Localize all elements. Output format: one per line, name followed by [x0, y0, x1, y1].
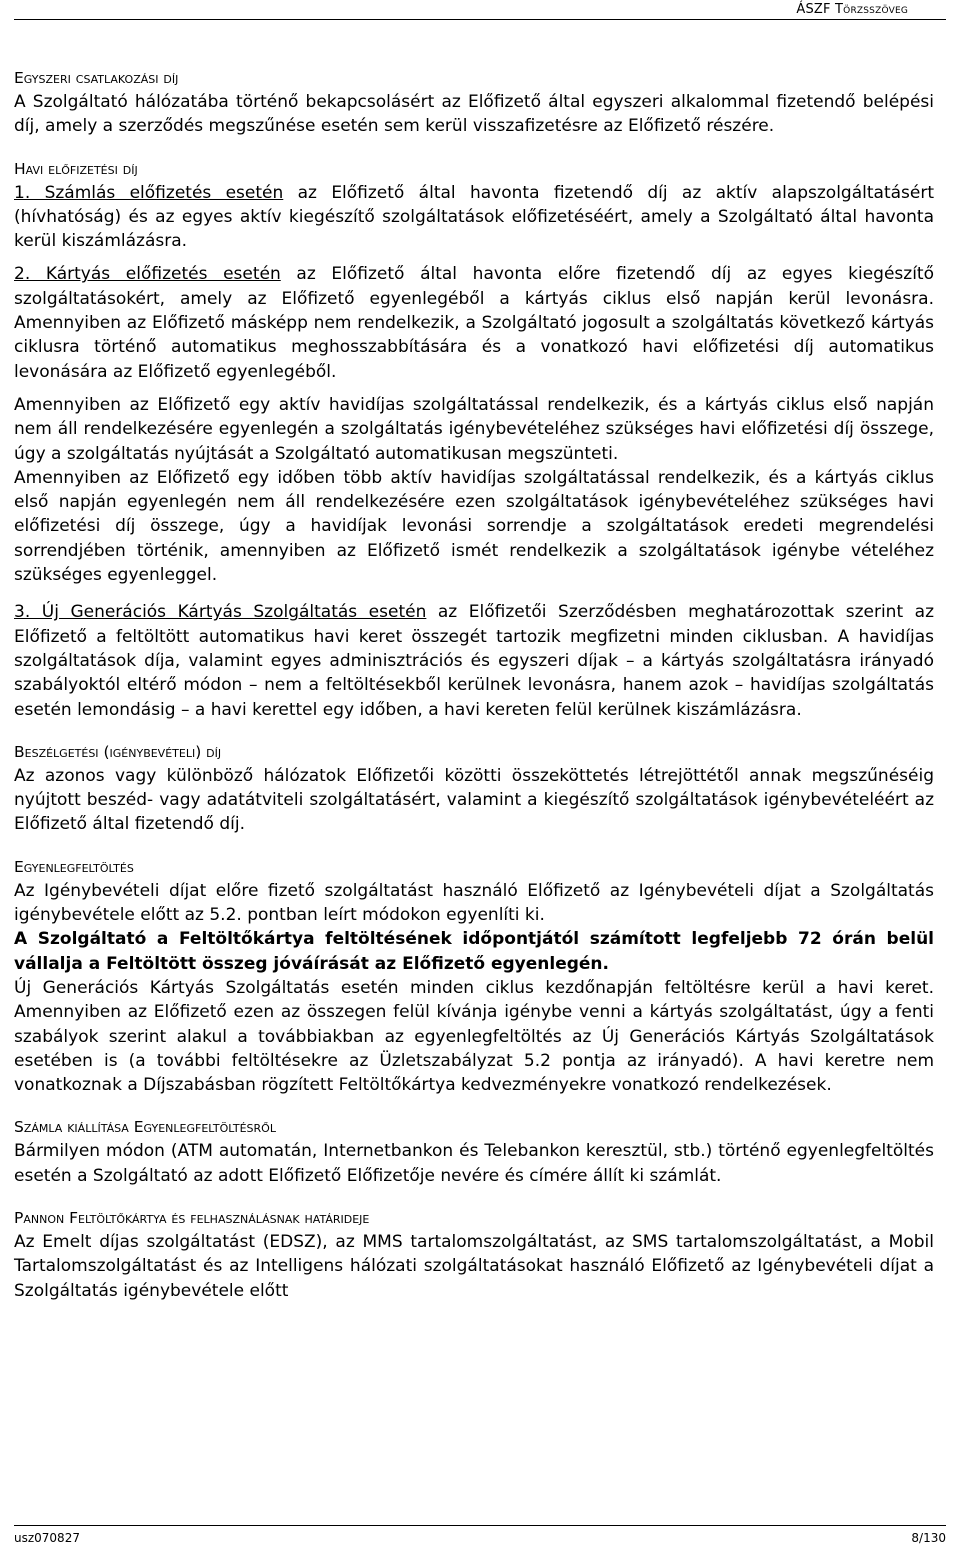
item-3-text: az Előfizetői Szerződésben meghatározottak szerint az Előfizető a feltöltött automatikus havi keret összegét tartozik megfizetni minden ciklusban. A havidíjas szolgáltatások díja, valamint egyes adminisztrációs és egyszeri díjak – a kártyás szolgáltatásra irányadó szabályoktól eltérő módon – nem a feltöltésekből kerülnek levonásra, hanem azok – havidíjas szolgáltatás esetén lemondásig – a havi kerettel egy időben, a havi kereten felül kerülnek kiszámlázásra. — [14, 602, 934, 720]
section-heading-havi: Havi előfizetési díj — [14, 159, 138, 178]
page-footer — [14, 1525, 946, 1548]
paragraph: Az azonos vagy különböző hálózatok Előfizetői közötti összeköttetés létrejöttétől annak megszűnéséig nyújtott beszéd- vagy adatátviteli szolgáltatásért, valamint a kiegészítő szolgáltatások igénybevételéért az Előfizető által fizetendő díj. — [14, 765, 934, 835]
footer-doc-id: usz070827 — [14, 1531, 80, 1545]
header-title: ÁSZF Törzsszöveg — [796, 2, 908, 17]
item-3-label: 3. Új Generációs Kártyás Szolgáltatás esetén — [14, 602, 427, 623]
paragraph: A Szolgáltató hálózatába történő bekapcsolásért az Előfizető által egyszeri alkalommal fizetendő belépési díj, amely a szerződés megszűnése esetén sem kerül visszafizetésre az Előfizető részére. — [14, 92, 934, 137]
page-header — [14, 0, 946, 20]
paragraph: Az Igénybevételi díjat előre fizető szolgáltatást használó Előfizető az Igénybevételi díjat a Szolgáltatás igénybevétele előtt az 5.2. pontban leírt módokon egyenlíti ki. — [14, 880, 934, 926]
footer-page-number: 8/130 — [911, 1531, 946, 1545]
section-heading-egyszeri: Egyszeri csatlakozási díj — [14, 69, 179, 87]
item-1-label: 1. Számlás előfizetés esetén — [14, 182, 284, 203]
paragraph-item-1 — [14, 181, 934, 254]
paragraph-item-3 — [14, 600, 934, 721]
paragraph-bold: A Szolgáltató a Feltöltőkártya feltöltésének időpontjától számított legfeljebb 72 órán belül vállalja a Feltöltött összeg jóváírását az Előfizető egyenlegén. — [14, 929, 934, 974]
section-heading-egyenlegfeltoltes: Egyenlegfeltöltés — [14, 857, 134, 876]
paragraph: Amennyiben az Előfizető egy aktív havidíjas szolgáltatással rendelkezik, és a kártyás ciklus első napján nem áll rendelkezésére egyenlegén a szolgáltatás igénybevételéhez szükséges havi előfizetési díj összege, úgy a szolgáltatás nyújtását a Szolgáltató automatikusan megszünteti. — [14, 394, 934, 464]
section-heading-szamla: Számla kiállítása Egyenlegfeltöltésről — [14, 1118, 276, 1137]
paragraph: Az Emelt díjas szolgáltatást (EDSZ), az MMS tartalomszolgáltatást, az SMS tartalomszolgáltatást, a Mobil Tartalomszolgáltatást és az Intelligens hálózati szolgáltatásokat használó Előfizető az Igénybevételi díjat a Szolgáltatás igénybevétele előtt — [14, 1231, 934, 1301]
paragraph: Új Generációs Kártyás Szolgáltatás esetén minden ciklus kezdőnapján feltöltésre kerül a havi keret. Amennyiben az Előfizető ezen az összegen felül kívánja igénybe venni a kártyás szolgáltatást, úgy a fenti szabályok szerint alakul a továbbiakban az egyenlegfeltöltés az Új Generációs Kártyás Szolgáltatások esetében is (a további feltöltésekre az Üzletszabályzat 5.2 pontja az irányadó). A havi keretre nem vonatkoznak a Díjszabásban rögzített Feltöltőkártya kedvezményekre vonatkozó rendelkezések. — [14, 977, 934, 1096]
document-body — [14, 68, 934, 1303]
section-heading-pannon: Pannon Feltöltőkártya és felhasználásnak határideje — [14, 1208, 370, 1227]
paragraph: Bármilyen módon (ATM automatán, Internetbankon és Telebankon keresztül, stb.) történő egyenlegfeltöltés esetén a Szolgáltató az adott Előfizető Előfizetője nevére és címére állít ki számlát. — [14, 1141, 934, 1186]
section-heading-beszelgetesi: Beszélgetési (igénybevételi) díj — [14, 742, 222, 761]
item-2-text: az Előfizető által havonta előre fizetendő díj az egyes kiegészítő szolgáltatásokért, amely az Előfizető egyenlegéből a kártyás ciklus első napján kerül levonásra. Amennyiben az Előfizető másképp nem rendelkezik, a Szolgáltató jogosult a szolgáltatás következő kártyás ciklusra történő automatikus meghosszabbítására és a vonatkozó havi előfizetési díj automatikus levonására az Előfizető egyenlegéből. — [14, 264, 934, 382]
paragraph-item-2 — [14, 262, 934, 383]
item-1-text: az Előfizető által havonta fizetendő díj az aktív alapszolgáltatásért (hívhatóság) és az egyes aktív kiegészítő szolgáltatások előfizetéséért, amely a Szolgáltató által havonta kerül kiszámlázásra. — [14, 182, 935, 252]
paragraph: Amennyiben az Előfizető egy időben több aktív havidíjas szolgáltatással rendelkezik, és a kártyás ciklus első napján egyenlegén nem áll rendelkezésére ezen szolgáltatások igénybevételéhez szükséges havi előfizetési díj összege, úgy a havidíjak levonási sorrendje a szolgáltatások eredeti megrendelési sorrendjében történik, amennyiben az Előfizető ismét rendelkezik a szolgáltatások igénybe vételéhez szükséges egyenleggel. — [14, 467, 934, 586]
item-2-label: 2. Kártyás előfizetés esetén — [14, 264, 281, 285]
